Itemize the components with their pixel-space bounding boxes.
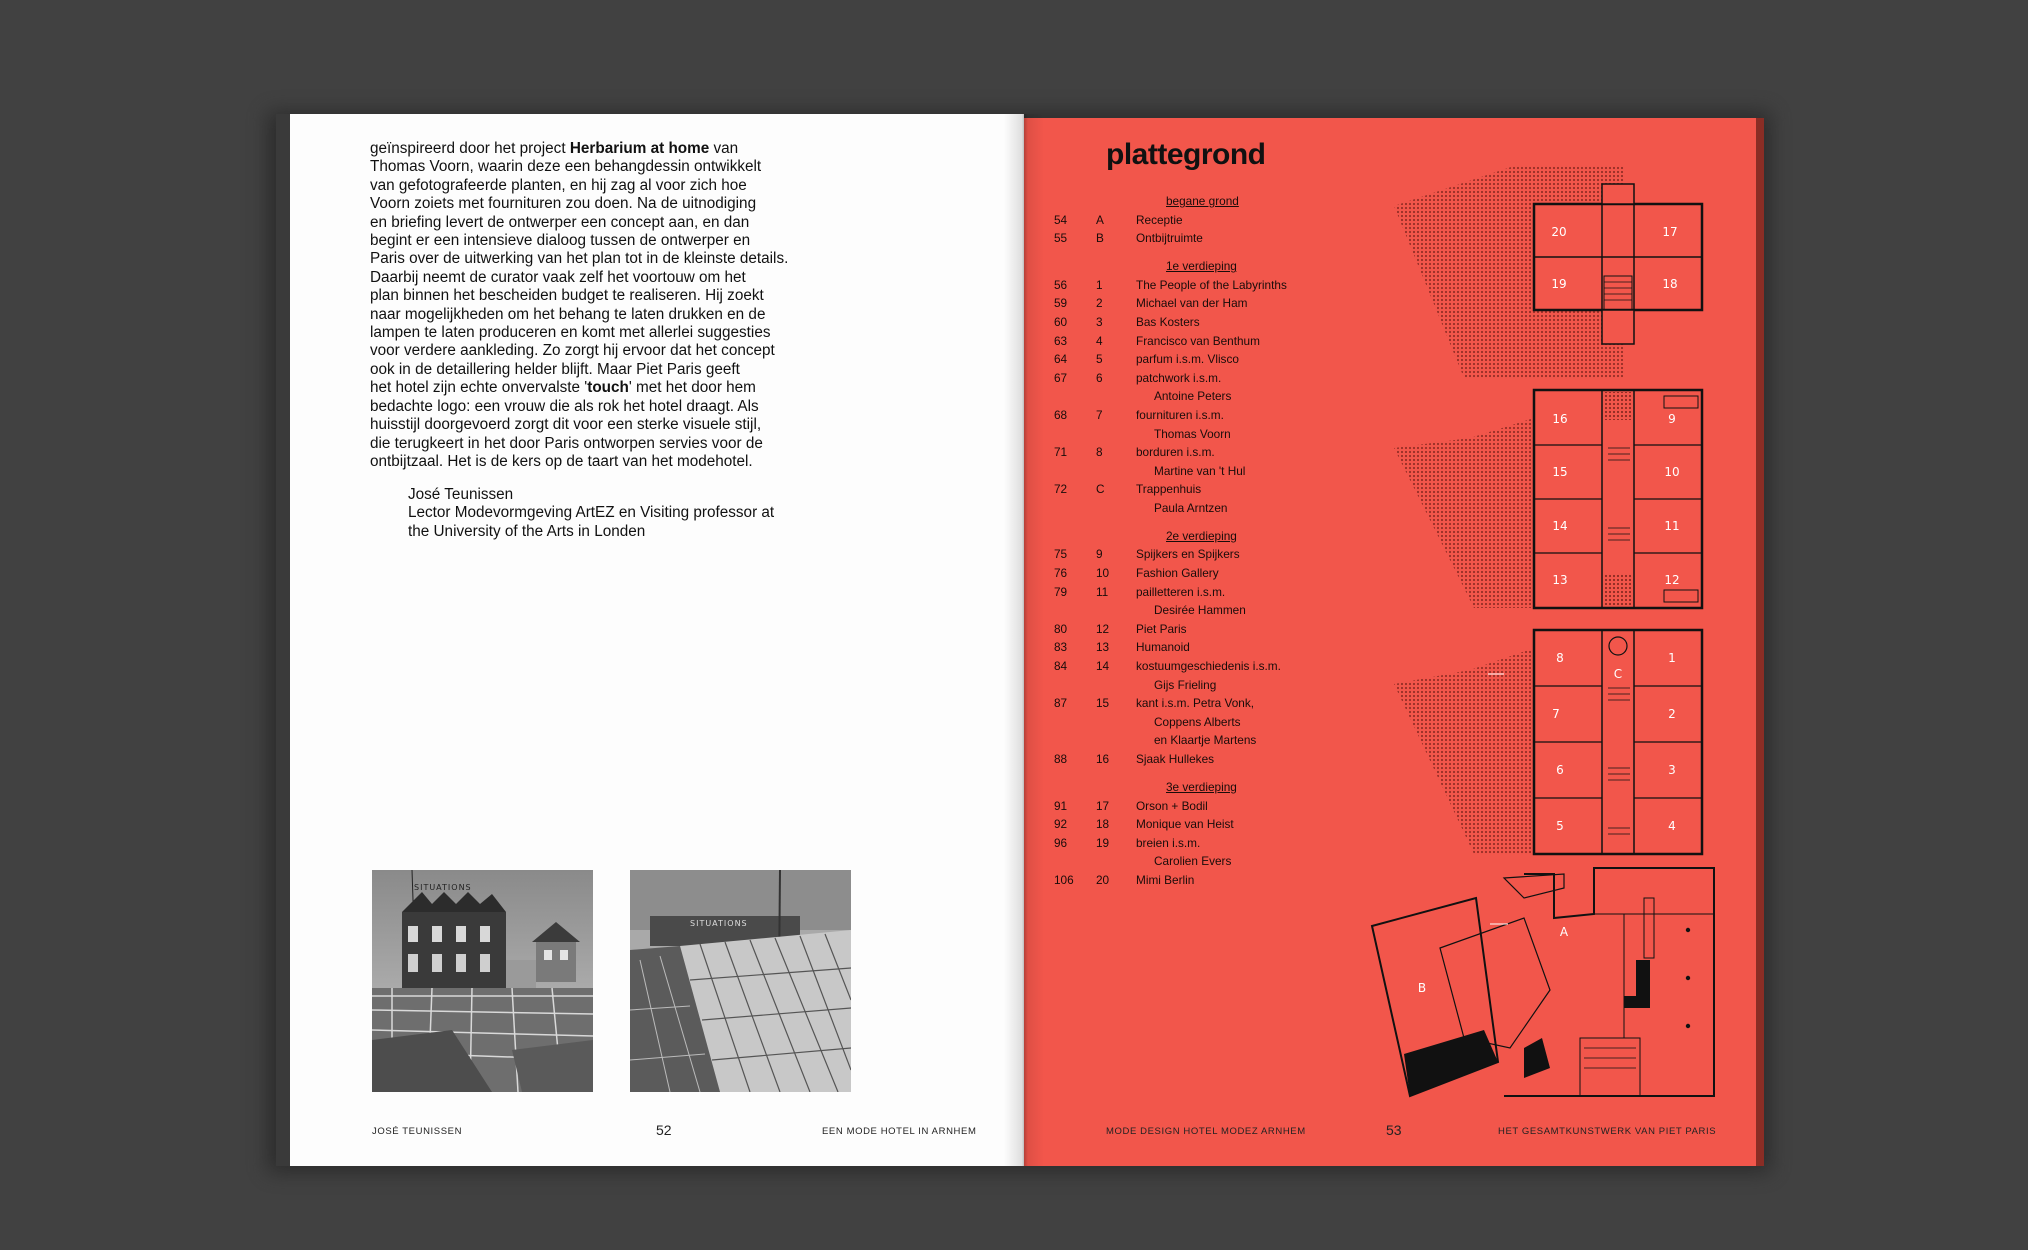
essay-line	[370, 398, 840, 416]
legend-room-name: Bas Kosters	[1136, 314, 1200, 329]
essay-text: huisstijl doorgevoerd zorgt dit voor een sterke visuele stijl,	[370, 416, 762, 434]
legend-room-name: Desirée Hammen	[1154, 603, 1246, 618]
legend-room-name: Carolien Evers	[1154, 854, 1232, 869]
legend-page-number: 84	[1054, 659, 1068, 673]
legend-room-id: 13	[1096, 640, 1110, 655]
essay-text: Paris over de uitwerking van het plan tot in de kleinste details.	[370, 250, 789, 268]
legend-room-name: Antoine Peters	[1154, 389, 1232, 404]
legend-page-number: 76	[1054, 566, 1068, 580]
essay-text: die terugkeert in het door Paris ontworpen servies voor de	[370, 434, 763, 452]
legend-room-id: 17	[1096, 798, 1110, 813]
legend-room-name: Thomas Voorn	[1154, 426, 1231, 441]
legend-room-name: Michael van der Ham	[1136, 296, 1248, 311]
legend-room-name: Humanoid	[1136, 640, 1190, 655]
essay-text: voor verdere aankleding. Zo zorgt hij ervoor dat het concept	[370, 342, 775, 360]
essay-line	[370, 269, 840, 287]
legend-room-name: Fashion Gallery	[1136, 566, 1219, 580]
essay-text: van	[709, 140, 739, 157]
legend-room-name: borduren i.s.m.	[1136, 445, 1215, 460]
legend-room-id: 12	[1096, 621, 1110, 636]
legend-room-name: Trappenhuis	[1136, 482, 1202, 497]
legend-section-title: 3e verdieping	[1166, 779, 1237, 794]
essay-emphasis: touch	[587, 379, 629, 397]
floor-plans	[1024, 118, 1764, 1166]
legend-page-number: 63	[1054, 333, 1068, 348]
legend-page-number: 106	[1054, 872, 1074, 887]
left-footer-author: JOSÉ TEUNISSEN	[372, 1126, 463, 1137]
page-title: plattegrond	[1106, 138, 1266, 171]
legend-section-title: begane grond	[1166, 194, 1239, 208]
essay-line	[370, 306, 840, 324]
author-name: José Teunissen	[408, 486, 514, 503]
legend-room-name: kant i.s.m. Petra Vonk,	[1136, 696, 1255, 711]
legend-room-name: Martine van 't Hul	[1154, 463, 1246, 478]
legend-room-id: 3	[1096, 314, 1103, 329]
legend-room-name: kostuumgeschiedenis i.s.m.	[1136, 659, 1281, 673]
essay-line	[370, 435, 840, 453]
legend-section-title: 2e verdieping	[1166, 528, 1237, 543]
legend-page-number: 72	[1054, 482, 1068, 497]
legend-room-name: parfum i.s.m. Vlisco	[1136, 352, 1239, 367]
essay-line	[370, 177, 840, 195]
essay-line	[370, 287, 840, 305]
room-8-label: 8	[1556, 651, 1564, 665]
legend-room-id: 16	[1096, 752, 1110, 766]
essay-line	[370, 158, 840, 176]
room-6-label: 6	[1556, 763, 1564, 777]
essay-line	[370, 453, 840, 471]
essay-line	[370, 195, 840, 213]
room-B-label: B	[1417, 981, 1427, 995]
essay-line	[370, 214, 840, 232]
room-C-label: C	[1613, 667, 1623, 681]
legend-room-name: Sjaak Hullekes	[1136, 752, 1215, 766]
legend-room-name: patchwork i.s.m.	[1136, 370, 1222, 385]
room-1-label: 1	[1668, 651, 1676, 665]
legend-room-name: breien i.s.m.	[1136, 835, 1201, 850]
plan-floor-1	[1394, 630, 1702, 854]
author-role-line1: Lector Modevormgeving ArtEZ en Visiting professor at	[408, 504, 775, 522]
legend-room-name: Francisco van Benthum	[1136, 333, 1260, 348]
legend-page-number: 91	[1054, 798, 1068, 813]
photo1-sign-text: SITUATIONS	[414, 883, 472, 892]
legend-page-number: 59	[1054, 296, 1068, 311]
right-footer-subtitle: HET GESAMTKUNSTWERK VAN PIET PARIS	[1498, 1126, 1717, 1137]
legend-page-number: 92	[1054, 817, 1068, 832]
legend-room-id: 5	[1096, 352, 1103, 367]
essay-emphasis: Herbarium at home	[569, 140, 710, 157]
room-19-label: 19	[1551, 277, 1567, 291]
essay-line	[370, 342, 840, 360]
legend-room-id: A	[1096, 212, 1104, 227]
legend-room-name: Piet Paris	[1136, 621, 1187, 636]
legend-page-number: 83	[1054, 640, 1068, 655]
legend-page-number: 80	[1054, 621, 1068, 636]
open-book	[276, 114, 1764, 1166]
room-11-label: 11	[1664, 519, 1680, 533]
room-18-label: 18	[1662, 277, 1678, 291]
essay-line	[370, 140, 840, 158]
essay-text: plan binnen het bescheiden budget te realiseren. Hij zoekt	[370, 287, 764, 305]
legend-page-number: 54	[1054, 212, 1068, 227]
legend-room-name: Orson + Bodil	[1136, 798, 1208, 813]
room-13-label: 13	[1552, 573, 1568, 587]
legend-room-id: 4	[1096, 333, 1103, 348]
left-page-number: 52	[656, 1122, 672, 1138]
essay-text: ook in de detaillering helder blijft. Maar Piet Paris geeft	[370, 360, 740, 378]
photo-construction-roof	[630, 870, 851, 1092]
room-A-label: A	[1559, 925, 1569, 939]
legend-page-number: 55	[1054, 231, 1068, 246]
essay-text: begint er een intensieve dialoog tussen de ontwerper en	[370, 232, 751, 250]
essay-text: ontbijtzaal. Het is de kers op de taart van het modehotel.	[370, 452, 753, 470]
legend-room-id: 20	[1096, 872, 1110, 887]
legend-room-id: 1	[1096, 277, 1103, 292]
legend-section-title: 1e verdieping	[1166, 259, 1237, 274]
legend-room-name: Monique van Heist	[1136, 817, 1234, 832]
essay-text: geïnspireerd door het project	[370, 140, 570, 157]
legend-room-name: The People of the Labyrinths	[1136, 277, 1287, 292]
essay-text: Daarbij neemt de curator vaak zelf het voortouw om het	[370, 268, 746, 286]
essay-line	[370, 379, 840, 397]
essay-text: bedachte logo: een vrouw die als rok het hotel draagt. Als	[370, 397, 759, 415]
essay-text: van gefotografeerde planten, en hij zag al voor zich hoe	[370, 176, 747, 194]
legend-room-id: 15	[1096, 696, 1110, 711]
room-2-label: 2	[1668, 707, 1676, 721]
essay-line	[370, 324, 840, 342]
legend-room-name: Receptie	[1136, 212, 1183, 227]
right-page	[1024, 118, 1764, 1166]
legend-room-id: 8	[1096, 445, 1103, 460]
legend-room-id: 14	[1096, 659, 1110, 673]
essay-line	[370, 232, 840, 250]
room-14-label: 14	[1552, 519, 1568, 533]
legend-room-id: 11	[1096, 584, 1109, 599]
legend-room-name: Spijkers en Spijkers	[1136, 547, 1240, 562]
essay-line	[370, 416, 840, 434]
legend-room-id: 2	[1096, 296, 1103, 311]
room-20-label: 20	[1551, 225, 1567, 239]
legend-page-number: 75	[1054, 547, 1068, 562]
legend-page-number: 60	[1054, 314, 1068, 329]
plan-floor-3	[1394, 166, 1702, 378]
legend-room-name: Gijs Frieling	[1154, 677, 1217, 692]
legend-room-id: B	[1096, 231, 1104, 246]
room-9-label: 9	[1668, 412, 1676, 426]
room-5-label: 5	[1556, 819, 1564, 833]
left-page	[276, 114, 1024, 1166]
essay-text: ' met het door hem	[628, 379, 756, 397]
essay-text: het hotel zijn echte onvervalste '	[370, 379, 588, 397]
legend-room-id: 19	[1096, 835, 1110, 850]
legend-room-id: 10	[1096, 566, 1110, 580]
right-footer-title: MODE DESIGN HOTEL MODEZ ARNHEM	[1106, 1126, 1306, 1137]
left-footer-title: EEN MODE HOTEL IN ARNHEM	[822, 1126, 977, 1137]
room-3-label: 3	[1668, 763, 1676, 777]
legend-room-name: en Klaartje Martens	[1154, 733, 1257, 748]
legend-room-id: 9	[1096, 547, 1103, 562]
legend-room-name: Ontbijtruimte	[1136, 231, 1203, 246]
room-15-label: 15	[1552, 465, 1568, 479]
photo-building-facade	[372, 870, 593, 1092]
essay-text: Thomas Voorn, waarin deze een behangdessin ontwikkelt	[370, 158, 762, 176]
room-16-label: 16	[1552, 412, 1568, 426]
right-page-number: 53	[1386, 1122, 1402, 1138]
legend-room-name: pailletteren i.s.m.	[1136, 584, 1226, 599]
legend-page-number: 68	[1054, 407, 1068, 422]
essay-line	[370, 250, 840, 268]
legend-page-number: 88	[1054, 752, 1068, 766]
legend-room-name: Coppens Alberts	[1154, 714, 1241, 729]
legend-page-number: 64	[1054, 352, 1068, 367]
room-12-label: 12	[1664, 573, 1680, 587]
room-17-label: 17	[1662, 225, 1678, 239]
room-4-label: 4	[1668, 819, 1676, 833]
essay-paragraph	[370, 140, 840, 471]
legend-room-id: C	[1096, 482, 1105, 497]
photo2-sign-text: SITUATIONS	[690, 919, 748, 928]
legend-room-name: Paula Arntzen	[1154, 500, 1228, 515]
legend-page-number: 79	[1054, 584, 1068, 599]
legend-room-id: 6	[1096, 370, 1103, 385]
room-7-label: 7	[1552, 707, 1560, 721]
legend-room-id: 18	[1096, 817, 1110, 832]
legend-page-number: 71	[1054, 445, 1068, 460]
plan-floor-2	[1394, 390, 1702, 608]
room-10-label: 10	[1664, 465, 1680, 479]
essay-line	[370, 361, 840, 379]
essay-text: en briefing levert de ontwerper een concept aan, en dan	[370, 213, 750, 231]
legend-page-number: 56	[1054, 277, 1068, 292]
essay-text: lampen te laten produceren en komt met allerlei suggesties	[370, 324, 771, 342]
legend-page-number: 87	[1054, 696, 1068, 711]
legend-room-name: Mimi Berlin	[1136, 872, 1195, 887]
essay-text: naar mogelijkheden om het behang te laten drukken en de	[370, 305, 766, 323]
legend-page-number: 96	[1054, 835, 1068, 850]
essay-text: Voorn zoiets met fournituren zou doen. Na de uitnodiging	[370, 195, 757, 213]
author-role-line2: the University of the Arts in Londen	[408, 522, 646, 540]
author-signature	[408, 486, 774, 541]
legend-room-name: fournituren i.s.m.	[1136, 407, 1224, 422]
legend-page-number: 67	[1054, 370, 1068, 385]
legend-room-id: 7	[1096, 407, 1103, 422]
